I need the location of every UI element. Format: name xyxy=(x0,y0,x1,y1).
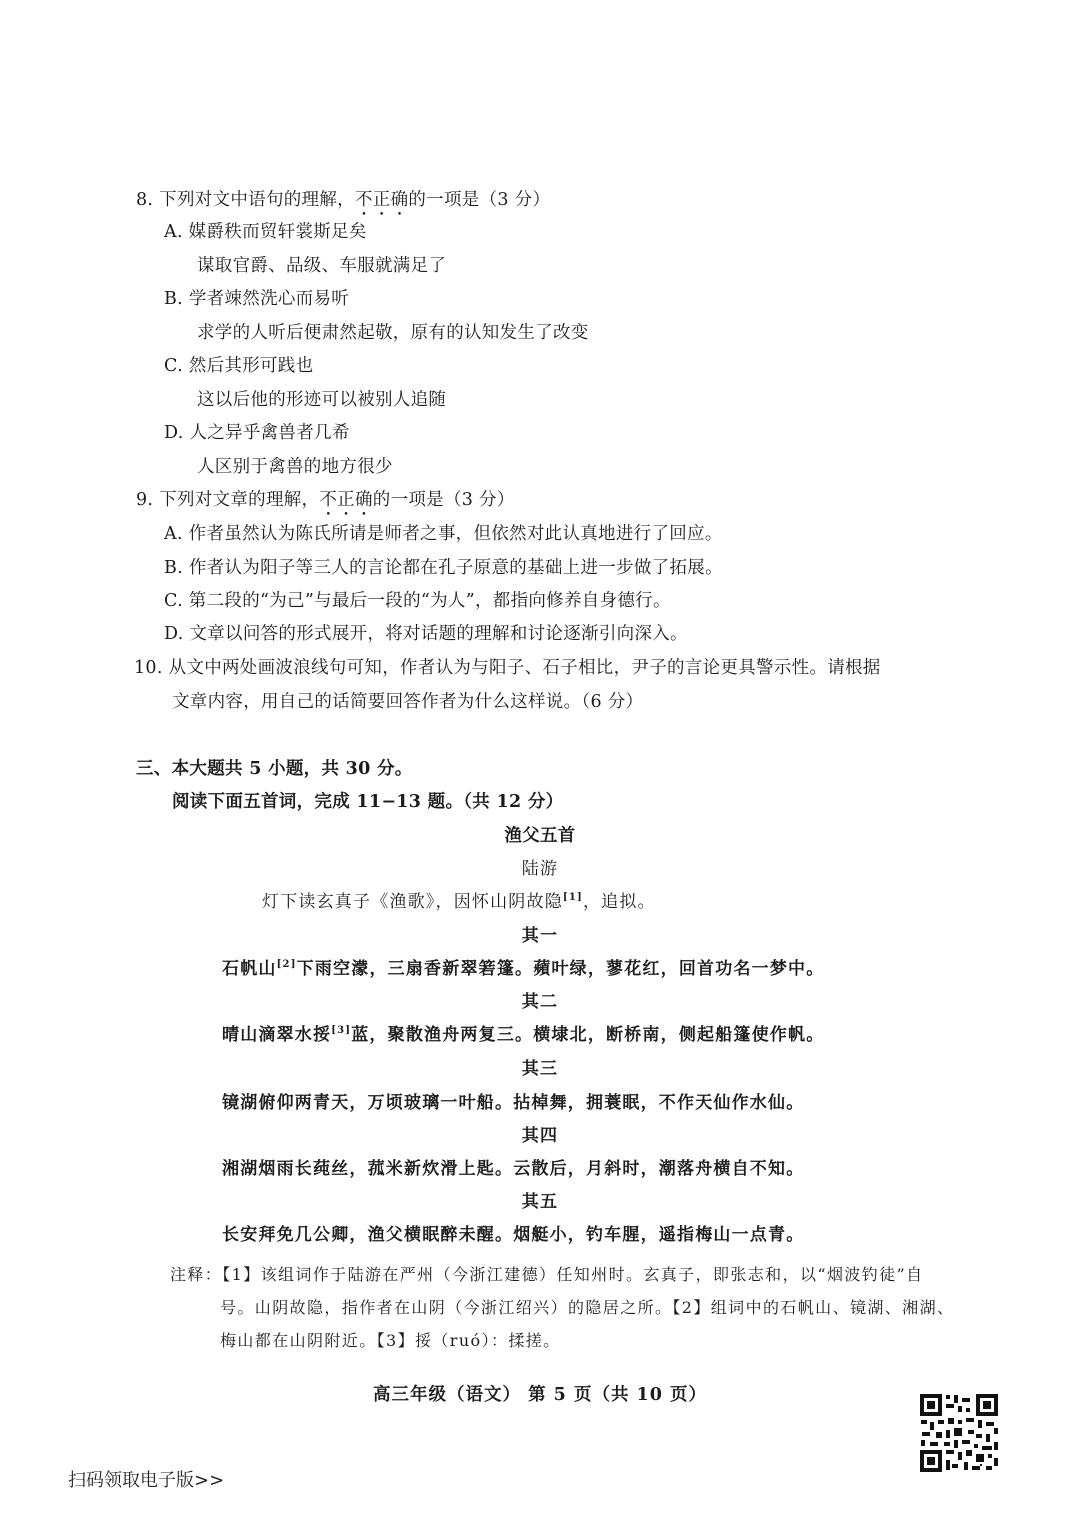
q8-option-c-gloss: 这以后他的形迹可以被别人追随 xyxy=(197,390,447,410)
q8-option-d-gloss: 人区别于禽兽的地方很少 xyxy=(197,457,393,477)
qr-code-icon[interactable] xyxy=(918,1392,1000,1474)
poem-title: 渔父五首 xyxy=(504,826,576,846)
poem-preface-a: 灯下读玄真子《渔歌》，因怀山阴故隐 xyxy=(262,892,563,912)
section3-title: 三、本大题共 5 小题，共 30 分。 xyxy=(136,759,413,779)
q8-option-a-gloss: 谋取官爵、品级、车服就满足了 xyxy=(197,256,447,276)
q8-emph: 不正确 xyxy=(354,190,409,210)
scan-for-ebook-link[interactable]: 扫码领取电子版>> xyxy=(68,1470,225,1491)
section3-instruction: 阅读下面五首词，完成 11−13 题。（共 12 分） xyxy=(172,792,564,812)
stanza-2-text xyxy=(222,1023,824,1047)
poem-author: 陆游 xyxy=(521,859,559,879)
q8-stem xyxy=(136,188,550,220)
stanza-2-b: 蓝，聚散渔舟两复三。横埭北，断桥南，侧起船篷使作帆。 xyxy=(351,1025,825,1045)
stanza-1-a: 石帆山 xyxy=(222,959,277,979)
q8-option-b-gloss: 求学的人听后便肃然起敬，原有的认知发生了改变 xyxy=(197,323,589,343)
stanza-1-b: 下雨空濛，三扇香新翠箬篷。蘋叶绿，蓼花红，回首功名一梦中。 xyxy=(296,959,825,979)
q9-stem xyxy=(136,488,515,520)
stanza-1-text xyxy=(222,957,824,981)
stanza-2-note: [3] xyxy=(331,1025,352,1036)
q9-option-c: C. 第二段的“为己”与最后一段的“为人”，都指向修养自身德行。 xyxy=(164,591,671,611)
page-footer: 高三年级（语文） 第 5 页（共 10 页） xyxy=(373,1385,707,1405)
q8-option-a: A. 媒爵秩而贸轩裳斯足矣 xyxy=(164,222,367,242)
q9-option-d: D. 文章以问答的形式展开，将对话题的理解和讨论逐渐引向深入。 xyxy=(164,624,688,644)
q9-option-a: A. 作者虽然认为陈氏所请是师者之事，但依然对此认真地进行了回应。 xyxy=(164,524,723,544)
q9-prefix: 9. 下列对文章的理解， xyxy=(136,490,320,510)
stanza-5-text: 长安拜免几公卿，渔父横眠醉未醒。烟艇小，钓车腥，遥指梅山一点青。 xyxy=(222,1225,805,1245)
stanza-1-note: [2] xyxy=(276,959,297,970)
stanza-4-heading: 其四 xyxy=(521,1126,559,1146)
stanza-4-text: 湘湖烟雨长莼丝，菰米新炊滑上匙。云散后，月斜时，潮落舟横自不知。 xyxy=(222,1159,805,1179)
poem-preface-note: [1] xyxy=(562,892,583,903)
notes-line-1: 注释：【1】该组词作于陆游在严州（今浙江建德）任知州时。玄真子，即张志和，以“烟波钓徒”自 xyxy=(170,1265,924,1284)
qr-code-graphic xyxy=(918,1392,1000,1474)
q8-option-c: C. 然后其形可践也 xyxy=(164,356,314,376)
q8-prefix: 8. 下列对文中语句的理解， xyxy=(136,190,355,210)
q8-option-b: B. 学者竦然洗心而易听 xyxy=(164,289,350,309)
stanza-1-heading: 其一 xyxy=(521,926,559,946)
stanza-2-a: 晴山滴翠水挼 xyxy=(222,1025,332,1045)
notes-line-3: 梅山都在山阴附近。【3】挼（ruó）：揉搓。 xyxy=(220,1331,561,1350)
stanza-3-heading: 其三 xyxy=(521,1059,559,1079)
notes-line-2: 号。山阴故隐，指作者在山阴（今浙江绍兴）的隐居之所。【2】组词中的石帆山、镜湖、湘湖、 xyxy=(220,1298,955,1317)
poem-preface xyxy=(262,890,656,914)
q8-suffix: 的一项是（3 分） xyxy=(408,190,551,210)
q10-line-2: 文章内容，用自己的话简要回答作者为什么这样说。（6 分） xyxy=(172,692,644,712)
stanza-5-heading: 其五 xyxy=(521,1192,559,1212)
poem-preface-b: ，追拟。 xyxy=(582,892,656,912)
q8-option-d: D. 人之异乎禽兽者几希 xyxy=(164,423,350,443)
q10-line-1: 10. 从文中两处画波浪线句可知，作者认为与阳子、石子相比，尹子的言论更具警示性。请根据 xyxy=(134,658,881,678)
q9-suffix: 的一项是（3 分） xyxy=(372,490,515,510)
q9-option-b: B. 作者认为阳子等三人的言论都在孔子原意的基础上进一步做了拓展。 xyxy=(164,558,723,578)
q9-emph: 不正确 xyxy=(319,490,373,510)
stanza-3-text: 镜湖俯仰两青天，万顷玻璃一叶船。拈棹舞，拥蓑眠，不作天仙作水仙。 xyxy=(222,1093,805,1113)
stanza-2-heading: 其二 xyxy=(521,992,559,1012)
